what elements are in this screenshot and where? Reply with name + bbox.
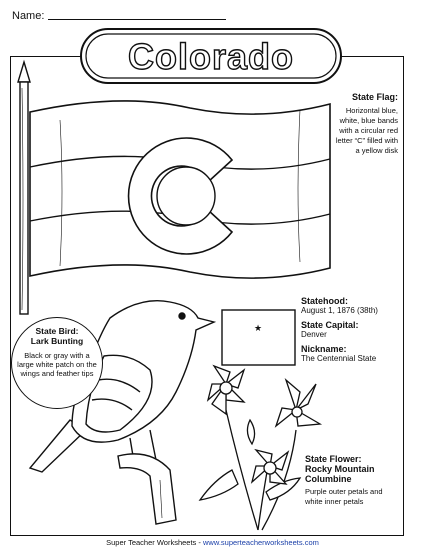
- capital-value: Denver: [301, 330, 327, 339]
- flag-description: Horizontal blue, white, blue bands with a circular red letter “C” filled with a yellow disk: [335, 106, 398, 155]
- columbine-flower-icon: [208, 366, 244, 414]
- capital-label: State Capital:: [301, 320, 359, 330]
- bird-info-circle: [11, 317, 103, 409]
- statehood-value: August 1, 1876 (38th): [301, 306, 378, 315]
- page-title: Colorado: [128, 36, 294, 77]
- capital-star-icon: ★: [253, 324, 263, 334]
- bird-heading: State Bird:: [35, 326, 79, 336]
- flower-name-line2: Columbine: [305, 474, 352, 484]
- flower-description: Purple outer petals and white inner petals: [305, 487, 383, 506]
- name-label: Name:: [12, 10, 45, 22]
- footer-site-name: Super Teacher Worksheets -: [106, 538, 201, 547]
- footer-link[interactable]: www.superteacherworksheets.com: [202, 538, 319, 547]
- nickname-label: Nickname:: [301, 344, 347, 354]
- flower-name-line1: Rocky Mountain: [305, 464, 375, 474]
- flower-heading: State Flower:: [305, 454, 362, 464]
- flower-info: [305, 454, 401, 507]
- flag-info: [330, 92, 398, 156]
- flag-heading: State Flag:: [351, 92, 398, 102]
- columbine-flower-icon: [252, 450, 288, 484]
- state-facts: [301, 296, 401, 368]
- statehood-label: Statehood:: [301, 296, 348, 306]
- nickname-value: The Centennial State: [301, 354, 377, 363]
- columbine-flower-icon: [276, 380, 320, 426]
- footer: [0, 538, 425, 547]
- bird-name: Lark Bunting: [30, 336, 84, 346]
- bird-description: Black or gray with a large white patch on the wings and feather tips: [17, 351, 97, 378]
